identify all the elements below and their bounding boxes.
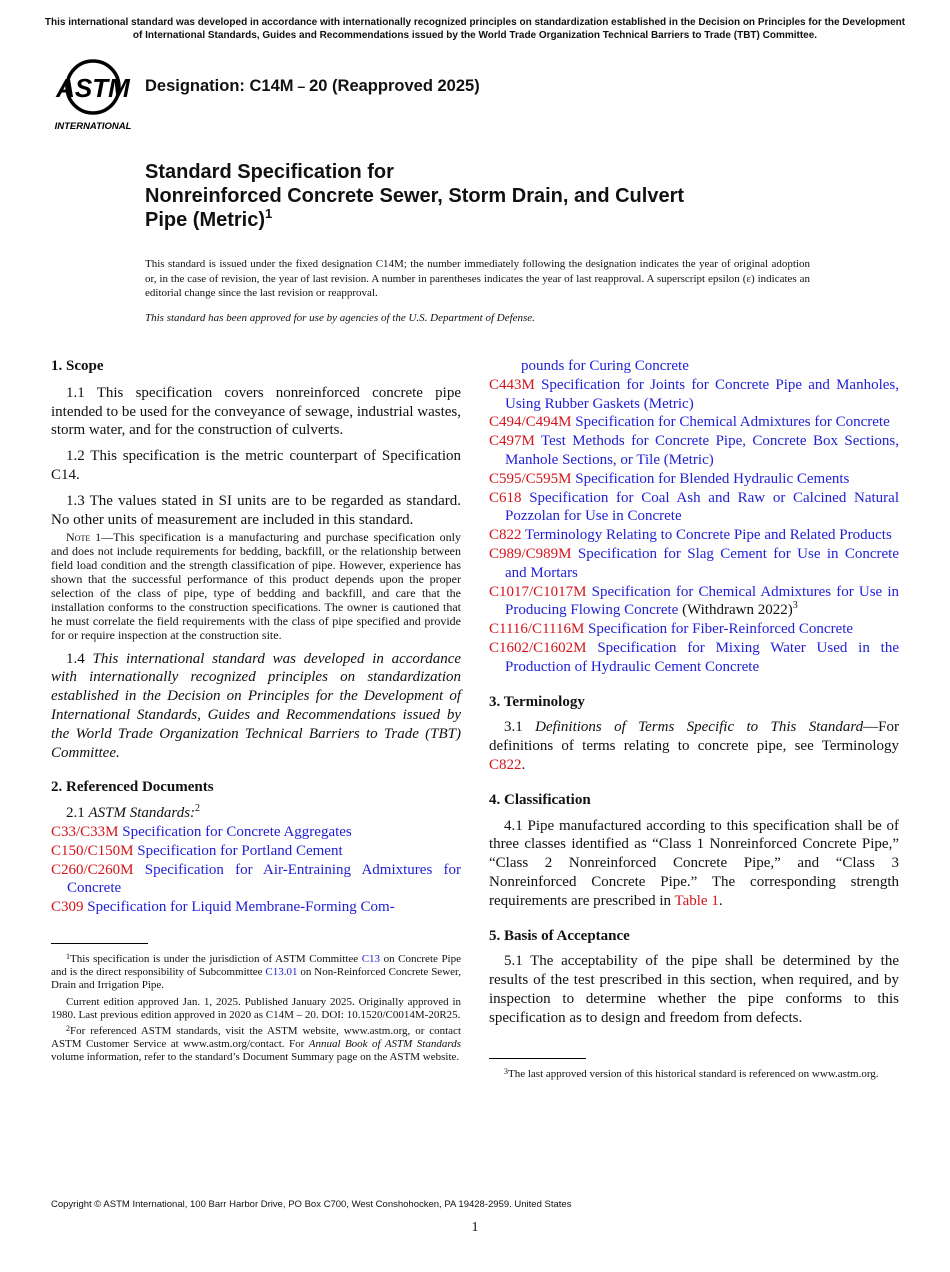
ref-item-c33[interactable]: C33/C33M Specification for Concrete Aggregates <box>51 824 352 840</box>
note-text: —This specification is a manufacturing and purchase specification only and does not include requirements for bedding, backfill, or the relationship between field load condition and the strength classification of pipe. However, experience has shown that the successful performance of this product depends upon the proper selection of the class of pipe, type of bedding and backfill, and care that the installation conforms to the construction specifications. The owner is cautioned that he must correlate the field requirements with the class of pipe specified and provide for or require inspection at the construction site. <box>51 530 462 642</box>
paragraph-1-1: 1.1 This specification covers nonreinforced concrete pipe intended to be used for the conveyance of sewage, industrial wastes, storm water, and for the construction of culverts. <box>51 384 461 439</box>
footnote-mark-2: 2 <box>195 803 201 815</box>
copyright: Copyright © ASTM International, 100 Barr Harbor Drive, PO Box C700, West Conshohocken, PA 19428-2959. United States <box>51 1199 572 1210</box>
note-label: Note 1 <box>66 530 102 545</box>
ref-item-c822[interactable]: C822 Terminology Relating to Concrete Pipe and Related Products <box>489 527 892 544</box>
ref-item-c150[interactable]: C150/C150M Specification for Portland Cement <box>51 842 343 859</box>
issue-note: This standard is issued under the fixed designation C14M; the number immediately following the designation indicates the year of original adoption or, in the case of revision, the year of last revision. A number in parentheses indicates the year of last reapproval. A superscript epsilon (ε) indicates an editorial change since the last revision or reapproval. <box>145 258 810 299</box>
table-1-link[interactable]: Table 1 <box>674 892 719 909</box>
section-heading-acceptance: 5. Basis of Acceptance <box>489 927 630 944</box>
ref-item-c1017[interactable]: C1017/C1017M Specification for Chemical Admixtures for Use in Producing Flowing Concrete (Withdrawn 2022)$^3$ <box>489 583 900 619</box>
ref-item-c309[interactable]: C309 Specification for Liquid Membrane-Forming Com- <box>51 899 395 916</box>
designation-prefix: Designation: C14M <box>145 77 294 95</box>
paragraph-5-1: 5.1 The acceptability of the pipe shall be determined by the results of the test prescribed in this section, when required, and by inspection to determine whether the pipe conforms to this specification as to design and freedom from defects. <box>489 953 899 1026</box>
designation <box>145 77 480 96</box>
section-heading-classification: 4. Classification <box>489 791 591 808</box>
astm-logo <box>53 55 135 133</box>
document-title <box>145 160 865 232</box>
ref-item-c1602[interactable]: C1602/C1602M Specification for Mixing Water Used in the Production of Hydraulic Cement Concrete <box>489 639 899 675</box>
section-heading-terminology: 3. Terminology <box>489 693 585 710</box>
paragraph-1-3: 1.3 The values stated in SI units are to be regarded as standard. No other units of measurement are included in this standard. <box>51 492 461 528</box>
designation-suffix: 20 (Reapproved 2025) <box>309 77 480 95</box>
ref-item-c595[interactable]: C595/C595M Specification for Blended Hydraulic Cements <box>489 470 850 487</box>
footnote-mark-3: 3 <box>792 600 798 612</box>
right-column <box>489 355 899 1081</box>
dod-note: This standard has been approved for use by agencies of the U.S. Department of Defense. <box>145 312 535 324</box>
footnote-2: $^2$For referenced ASTM standards, visit the ASTM website, www.astm.org, or contact ASTM Customer Service at www.astm.org/contact. For Annual Book of ASTM Standards volume information, refer to the standard’s Document Summary page on the ASTM website. <box>51 1024 461 1064</box>
title-line-1: Standard Specification for <box>145 161 394 183</box>
footnote-1-edition: Current edition approved Jan. 1, 2025. Published January 2025. Originally approved in 1980. Last previous edition approved in 2020 as C14M – 20. DOI: 10.1520/C0014M-20R25. <box>51 995 461 1021</box>
committee-c13-link[interactable]: C13 <box>361 952 381 965</box>
terminology-c822-link[interactable]: C822 <box>489 756 522 773</box>
title-footnote-mark: 1 <box>265 206 273 221</box>
footnote-rule-right <box>489 1058 586 1059</box>
footnote-1: $^1$This specification is under the jurisdiction of ASTM Committee C13 on Concrete Pipe and is the direct responsibility of Subcommittee C13.01 on Non-Reinforced Concrete Sewer, Drain and Irrigation Pipe. <box>51 951 461 992</box>
paragraph-1-4: 1.4 This international standard was developed in accordance with internationally recognized principles on standardization established in the Decision on Principles for the Development of International Standards, Guides and Recommendations issued by the World Trade Organization Technical Barriers to Trade (TBT) Committee. <box>51 650 462 761</box>
svg-text:ASTM: ASTM <box>56 73 130 103</box>
ref-item-c1116[interactable]: C1116/C1116M Specification for Fiber-Reinforced Concrete <box>489 621 854 638</box>
title-line-2: Nonreinforced Concrete Sewer, Storm Drain, and Culvert <box>145 185 685 207</box>
ref-item-c443m[interactable]: C443M Specification for Joints for Concrete Pipe and Manholes, Using Rubber Gaskets (Metric) <box>489 376 899 412</box>
left-column <box>51 355 461 1065</box>
ref-item-c618[interactable]: C618 Specification for Coal Ash and Raw or Calcined Natural Pozzolan for Use in Concrete <box>489 489 900 525</box>
ref-item-c497m[interactable]: C497M Test Methods for Concrete Pipe, Concrete Box Sections, Manhole Sections, or Tile (Metric) <box>489 433 899 468</box>
title-line-3: Pipe (Metric)$^1$ <box>145 206 273 231</box>
ref-item-c494[interactable]: C494/C494M Specification for Chemical Admixtures for Concrete <box>489 414 890 431</box>
ref-item-c309-continued[interactable]: pounds for Curing Concrete <box>521 358 689 374</box>
note-1 <box>51 531 461 642</box>
footnote-rule <box>51 943 148 944</box>
paragraph-1-2: 1.2 This specification is the metric counterpart of Specification C14. <box>51 448 461 483</box>
ref-item-c989[interactable]: C989/C989M Specification for Slag Cement for Use in Concrete and Mortars <box>489 545 900 581</box>
paragraph-3-1: 3.1 Definitions of Terms Specific to This Standard—For definitions of terms relating to concrete pipe, see Terminology C822. <box>489 719 899 773</box>
svg-text:INTERNATIONAL: INTERNATIONAL <box>54 121 132 132</box>
paragraph-4-1: 4.1 Pipe manufactured according to this specification shall be of three classes identified as “Class 1 Nonreinforced Concrete Pipe,” “Class 2 Nonreinforced Concrete Pipe,” and “Class 3 Nonreinforced Concrete Pipe.” The corresponding strength requirements are prescribed in Table 1. <box>489 817 899 909</box>
section-heading-scope: 1. Scope <box>51 358 104 374</box>
top-notice: This international standard was developed in accordance with internationally recognized principles on standardization established in the Decision on Principles for the Development of International Standards, Guides and Recommendations issued by the World Trade Organization Technical Barriers to Trade (TBT) Committee. <box>44 17 906 41</box>
ref-item-c260[interactable]: C260/C260M Specification for Air-Entraining Admixtures for Concrete <box>51 861 462 897</box>
section-heading-referenced: 2. Referenced Documents <box>51 779 214 796</box>
subcommittee-c13-01-link[interactable]: C13.01 <box>265 966 298 979</box>
paragraph-2-1: 2.1 ASTM Standards:$^2$ <box>66 803 201 822</box>
footnote-3: $^3$The last approved version of this historical standard is referenced on www.astm.org. <box>504 1066 879 1080</box>
designation-dash: – <box>293 78 310 94</box>
page-number: 1 <box>471 1220 479 1235</box>
